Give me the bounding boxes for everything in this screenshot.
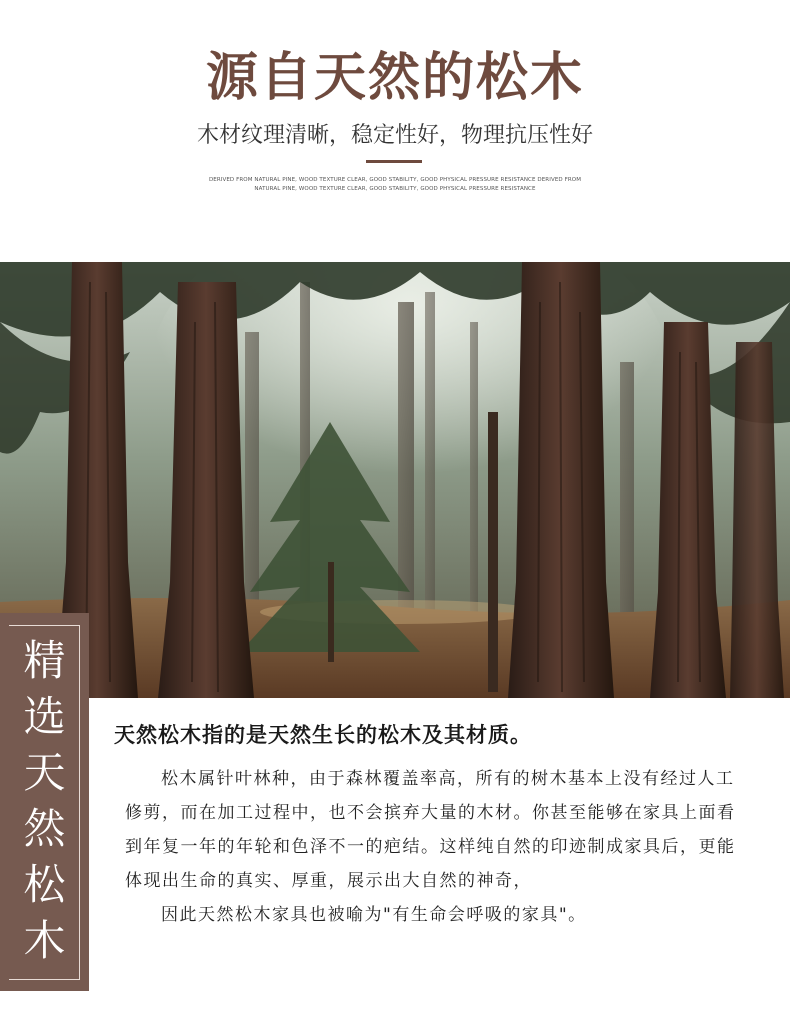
sidebar-label-panel [0, 613, 89, 991]
sidebar-char: 精 [23, 636, 66, 685]
sidebar-vertical-text [9, 633, 80, 969]
description-heading: 天然松木指的是天然生长的松木及其材质。 [114, 723, 532, 747]
description-body [125, 762, 751, 932]
sidebar-char: 松 [23, 860, 66, 909]
english-caption-line-1: DERIVED FROM NATURAL PINE, WOOD TEXTURE CLEAR, GOOD STABILITY, GOOD PHYSICAL PRESSURE RESISTANCE DERIVED FROM [208, 177, 582, 183]
title-divider [366, 160, 422, 163]
description-paragraph-2: 因此天然松木家具也被喻为"有生命会呼吸的家具"。 [161, 905, 587, 925]
page-subtitle: 木材纹理清晰，稳定性好，物理抗压性好 [196, 123, 593, 148]
sidebar-char: 天 [23, 748, 66, 797]
description-paragraph-1: 松木属针叶林种，由于森林覆盖率高，所有的树木基本上没有经过人工修剪，而在加工过程中，也不会摈弃大量的木材。你甚至能够在家具上面看到年复一年的年轮和色泽不一的疤结。这样纯自然的印迹制成家具后，更能体现出生命的真实、厚重，展示出大自然的神奇， [125, 769, 736, 891]
sidebar-char: 然 [23, 804, 66, 853]
forest-photo [0, 262, 790, 698]
page-title: 源自天然的松木 [205, 48, 584, 108]
header-section [0, 0, 790, 262]
forest-illustration [0, 262, 790, 698]
english-caption [208, 176, 582, 194]
sidebar-char: 选 [23, 692, 66, 741]
english-caption-line-2: NATURAL PINE, WOOD TEXTURE CLEAR, GOOD STABILITY, GOOD PHYSICAL PRESSURE RESISTANCE [254, 186, 536, 192]
sidebar-char: 木 [23, 916, 66, 965]
description-section [89, 698, 790, 1011]
